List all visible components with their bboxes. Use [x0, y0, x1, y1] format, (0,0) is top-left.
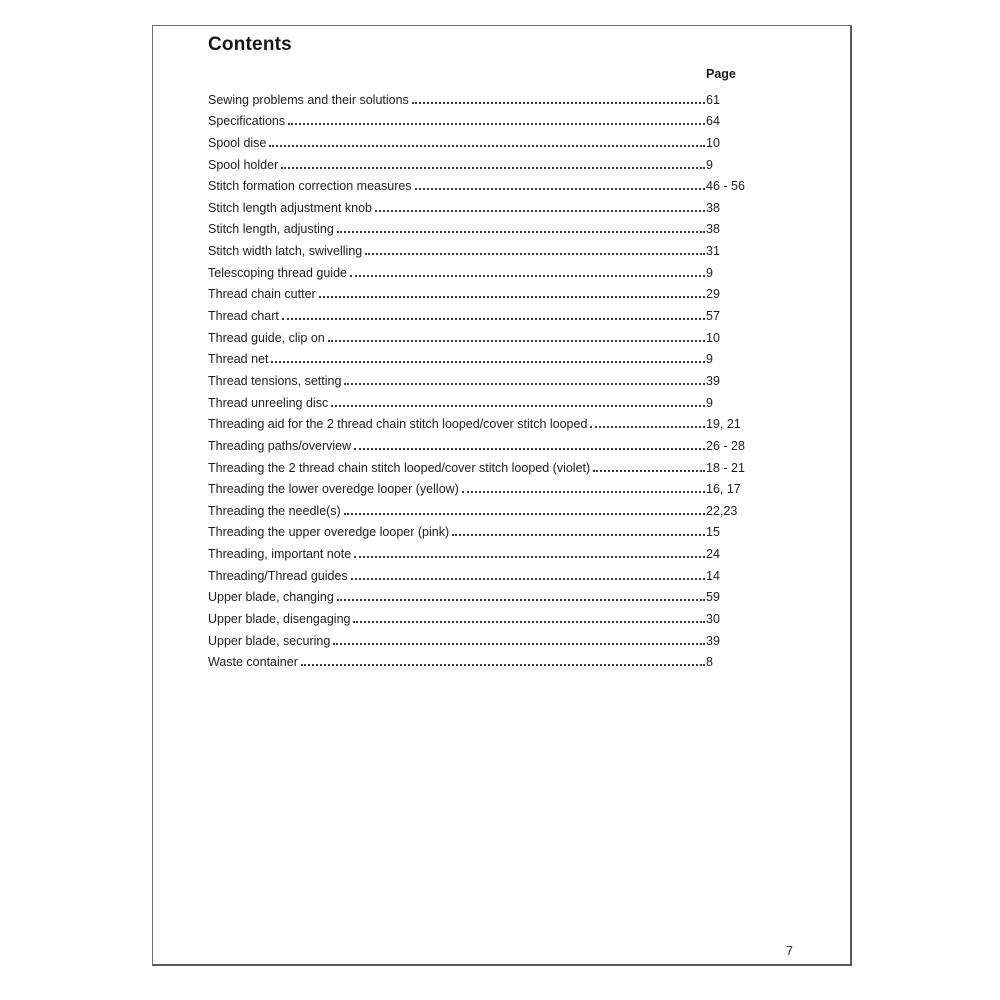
toc-entry-label: Threading the 2 thread chain stitch looped/cover stitch looped (violet) — [208, 460, 591, 475]
toc-row — [208, 477, 756, 499]
toc-row — [208, 303, 756, 325]
toc-entry-page: 46 - 56 — [706, 179, 745, 194]
toc-entry-label: Thread tensions, setting — [208, 373, 342, 388]
toc-entry-page: 16, 17 — [706, 482, 741, 497]
header-spacer — [208, 66, 706, 82]
toc-entry-label: Sewing problems and their solutions — [208, 92, 409, 107]
toc-entry-page: 10 — [706, 135, 720, 150]
toc-entry-label: Thread chain cutter — [208, 287, 316, 302]
toc-row — [208, 412, 756, 434]
toc-entry-label: Threading paths/overview — [208, 438, 352, 453]
toc-entry-page: 24 — [706, 547, 720, 562]
toc-entry-page: 10 — [706, 330, 720, 345]
toc-entry-label: Threading/Thread guides — [208, 568, 348, 583]
toc-row — [208, 498, 756, 520]
toc-row — [208, 563, 756, 585]
toc-entry-label: Waste container — [208, 655, 298, 670]
toc-entry-label: Upper blade, disengaging — [208, 612, 351, 627]
toc-row — [208, 520, 756, 542]
page-title: Contents — [208, 34, 292, 55]
toc-entry-page: 31 — [706, 244, 720, 259]
toc-entry-page: 38 — [706, 200, 720, 215]
dot-leader — [319, 296, 705, 298]
toc-entry-page: 29 — [706, 287, 720, 302]
toc-entry-page: 64 — [706, 114, 720, 129]
dot-leader — [269, 145, 705, 147]
toc-row — [208, 650, 756, 672]
dot-leader — [375, 210, 705, 212]
dot-leader — [415, 188, 705, 190]
dot-leader — [301, 664, 705, 666]
dot-leader — [351, 578, 705, 580]
dot-leader — [593, 470, 705, 472]
toc-entry-label: Stitch length, adjusting — [208, 222, 334, 237]
toc-row — [208, 217, 756, 239]
toc-row — [208, 282, 756, 304]
toc-entry-label: Stitch length adjustment knob — [208, 200, 372, 215]
toc-entry-page: 18 - 21 — [706, 460, 745, 475]
toc-entry-page: 61 — [706, 92, 720, 107]
toc-entry-page: 8 — [706, 655, 713, 670]
toc-entry-page: 38 — [706, 222, 720, 237]
toc-entry-label: Spool dise — [208, 135, 267, 150]
toc-entry-page: 9 — [706, 265, 713, 280]
toc-entry-label: Threading the needle(s) — [208, 503, 341, 518]
toc-entry-label: Threading the upper overedge looper (pink) — [208, 525, 450, 540]
dot-leader — [590, 426, 705, 428]
toc-entry-label: Stitch formation correction measures — [208, 179, 412, 194]
toc-row — [208, 325, 756, 347]
dot-leader — [344, 513, 705, 515]
toc-entry-label: Thread unreeling disc — [208, 395, 329, 410]
toc-row — [208, 606, 756, 628]
toc-entry-page: 19, 21 — [706, 417, 741, 432]
page-column-header: Page — [706, 67, 736, 81]
manual-page — [152, 25, 852, 966]
toc-entry-label: Thread net — [208, 352, 269, 367]
toc-entry-page: 14 — [706, 568, 720, 583]
toc-entry-label: Upper blade, changing — [208, 590, 334, 605]
table-of-contents — [208, 87, 756, 671]
dot-leader — [452, 534, 705, 536]
dot-leader — [282, 318, 705, 320]
toc-row — [208, 455, 756, 477]
dot-leader — [412, 102, 705, 104]
dot-leader — [354, 556, 705, 558]
toc-row — [208, 390, 756, 412]
toc-entry-label: Stitch width latch, swivelling — [208, 244, 363, 259]
toc-entry-page: 22,23 — [706, 503, 738, 518]
toc-row — [208, 347, 756, 369]
toc-entry-page: 26 - 28 — [706, 438, 745, 453]
toc-entry-label: Upper blade, securing — [208, 633, 331, 648]
toc-entry-label: Threading aid for the 2 thread chain stitch looped/cover stitch looped — [208, 417, 588, 432]
toc-row — [208, 433, 756, 455]
dot-leader — [354, 448, 705, 450]
dot-leader — [337, 231, 705, 233]
toc-row — [208, 109, 756, 131]
toc-row — [208, 174, 756, 196]
toc-row — [208, 238, 756, 260]
toc-entry-page: 30 — [706, 612, 720, 627]
dot-leader — [281, 167, 705, 169]
dot-leader — [288, 123, 705, 125]
dot-leader — [462, 491, 705, 493]
toc-row — [208, 130, 756, 152]
sheet-page-number: 7 — [786, 944, 793, 958]
toc-row — [208, 541, 756, 563]
dot-leader — [365, 253, 705, 255]
dot-leader — [337, 599, 705, 601]
toc-entry-label: Spool holder — [208, 157, 279, 172]
toc-row — [208, 368, 756, 390]
toc-entry-label: Thread guide, clip on — [208, 330, 325, 345]
toc-row — [208, 260, 756, 282]
toc-entry-label: Specifications — [208, 114, 286, 129]
toc-row — [208, 585, 756, 607]
toc-entry-page: 39 — [706, 633, 720, 648]
toc-entry-page: 39 — [706, 373, 720, 388]
dot-leader — [344, 383, 705, 385]
column-header-row — [208, 66, 756, 82]
toc-entry-page: 9 — [706, 395, 713, 410]
dot-leader — [353, 621, 705, 623]
toc-entry-label: Threading the lower overedge looper (yellow) — [208, 482, 459, 497]
toc-entry-label: Threading, important note — [208, 547, 352, 562]
toc-entry-page: 9 — [706, 352, 713, 367]
toc-row — [208, 195, 756, 217]
toc-row — [208, 87, 756, 109]
page-content — [208, 33, 756, 671]
toc-entry-page: 57 — [706, 309, 720, 324]
dot-leader — [328, 340, 705, 342]
toc-entry-page: 59 — [706, 590, 720, 605]
dot-leader — [333, 643, 705, 645]
toc-row — [208, 152, 756, 174]
toc-row — [208, 628, 756, 650]
dot-leader — [350, 275, 705, 277]
toc-entry-label: Telescoping thread guide — [208, 265, 347, 280]
dot-leader — [271, 361, 705, 363]
toc-entry-page: 9 — [706, 157, 713, 172]
dot-leader — [331, 405, 705, 407]
toc-entry-page: 15 — [706, 525, 720, 540]
toc-entry-label: Thread chart — [208, 309, 279, 324]
